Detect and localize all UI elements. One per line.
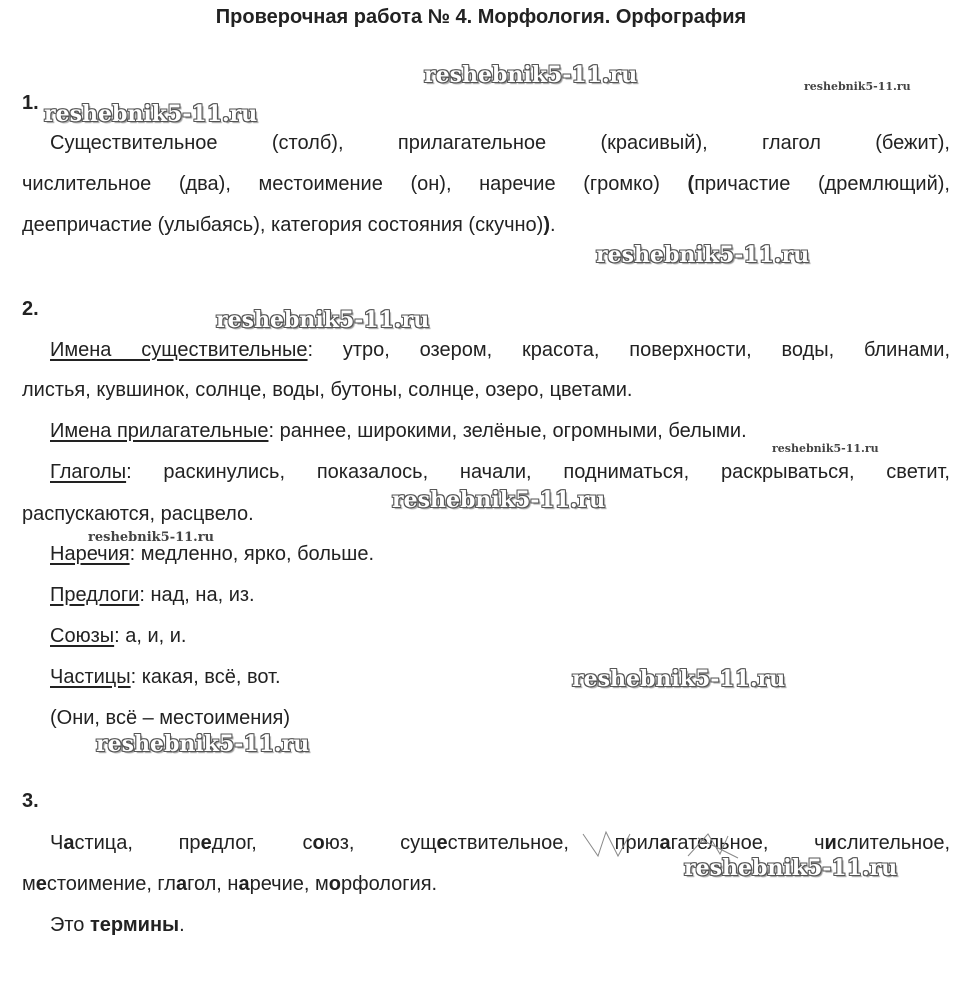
task-1-close-paren: ) bbox=[543, 214, 550, 236]
task-3-l1-p8: ствительное, прил bbox=[447, 832, 660, 854]
prepositions-text: : над, на, из. bbox=[139, 584, 255, 606]
task-3-l2-p5: а bbox=[238, 873, 250, 895]
pronouns-note: (Они, всё – местоимения) bbox=[50, 707, 290, 729]
watermark: reshebnik5-11.ru bbox=[684, 855, 898, 881]
verbs-text-2: распускаются, расцвело. bbox=[22, 503, 254, 525]
scratch-marks bbox=[578, 826, 748, 866]
task-1-line-3-text: деепричастие (улыбаясь), категория состояния (скучно) bbox=[22, 214, 544, 236]
terms-word: термины bbox=[90, 914, 180, 936]
page-title: Проверочная работа № 4. Морфология. Орфография bbox=[215, 6, 747, 28]
watermark: reshebnik5-11.ru bbox=[392, 487, 606, 513]
task-3-l2-p4: гол, н bbox=[187, 873, 239, 895]
task-3-l1-p9: а bbox=[659, 832, 671, 854]
task-3-l1-p10: гательное, ч bbox=[670, 832, 825, 854]
task-3-l2-p8: рфология. bbox=[340, 873, 438, 895]
task-2-note bbox=[50, 698, 290, 739]
task-1-line-3 bbox=[22, 205, 556, 246]
task-3-l2-p6: речие, м bbox=[249, 873, 329, 895]
task-3-l1-p6: юз, сущ bbox=[324, 832, 437, 854]
final-text-c: . bbox=[179, 914, 185, 936]
particles-label: Частицы bbox=[50, 666, 131, 688]
watermark: reshebnik5-11.ru bbox=[44, 101, 258, 127]
task-1-line-2-end: причастие (дремлющий), bbox=[694, 173, 950, 195]
particles-text: : какая, всё, вот. bbox=[130, 666, 281, 688]
adjectives-label: Имена прилагательные bbox=[50, 420, 269, 442]
task-3-l1-p5: о bbox=[312, 832, 325, 854]
watermark-small: reshebnik5-11.ru bbox=[772, 442, 879, 455]
verbs-text-1: : раскинулись, показалось, начали, подниматься, раскрываться, светит, bbox=[126, 461, 950, 483]
task-3-l2-p2: стоимение, гл bbox=[46, 873, 176, 895]
watermark: reshebnik5-11.ru bbox=[96, 731, 310, 757]
task-2-verbs-line-1 bbox=[50, 452, 950, 493]
watermark: reshebnik5-11.ru bbox=[424, 62, 638, 88]
conjunctions-label: Союзы bbox=[50, 625, 115, 647]
adverbs-text: : медленно, ярко, больше. bbox=[129, 543, 375, 565]
task-3-l1-p0: Ч bbox=[50, 832, 64, 854]
watermark: reshebnik5-11.ru bbox=[216, 307, 430, 333]
task-1-line-2-text: числительное (два), местоимение (он), наречие (громко) bbox=[22, 173, 660, 195]
task-3-l1-p7: е bbox=[436, 832, 448, 854]
final-text-a: Это bbox=[50, 914, 90, 936]
watermark: reshebnik5-11.ru bbox=[596, 242, 810, 268]
task-2-verbs-line-2 bbox=[22, 494, 254, 535]
nouns-label: Имена существительные bbox=[50, 339, 308, 361]
task-3-l1-p11: и bbox=[824, 832, 837, 854]
task-3-l2-p3: а bbox=[175, 873, 188, 895]
watermark: reshebnik5-11.ru bbox=[572, 666, 786, 692]
task-1-line-1 bbox=[50, 123, 950, 164]
task-2-particles bbox=[50, 657, 281, 698]
nouns-text-2: листья, кувшинок, солнце, воды, бутоны, солнце, озеро, цветами. bbox=[22, 379, 633, 401]
task-3-line-2 bbox=[22, 864, 437, 905]
adverbs-label: Наречия bbox=[50, 543, 130, 565]
task-3-l2-p1: е bbox=[35, 873, 47, 895]
watermark-small: reshebnik5-11.ru bbox=[804, 80, 911, 93]
task-2-nouns-line-2 bbox=[22, 370, 632, 411]
task-2-number: 2. bbox=[22, 298, 39, 320]
task-3-number: 3. bbox=[22, 790, 39, 812]
task-3-l1-p1: а bbox=[63, 832, 75, 854]
task-3-l1-p4: длог, с bbox=[211, 832, 313, 854]
task-2-nouns-line-1 bbox=[50, 330, 950, 371]
task-2-adverbs bbox=[50, 534, 374, 575]
task-2-prepositions bbox=[50, 575, 255, 616]
watermark-small: reshebnik5-11.ru bbox=[88, 530, 215, 545]
task-3-l1-p3: е bbox=[200, 832, 212, 854]
task-1-line-3-end: . bbox=[550, 214, 556, 236]
task-3-l2-p0: м bbox=[22, 873, 36, 895]
nouns-text-1: : утро, озером, красота, поверхности, воды, блинами, bbox=[307, 339, 951, 361]
task-2-conjunctions bbox=[50, 616, 187, 657]
task-3-line-1 bbox=[50, 823, 950, 864]
prepositions-label: Предлоги bbox=[50, 584, 140, 606]
conjunctions-text: : а, и, и. bbox=[114, 625, 187, 647]
task-3-l2-p7: о bbox=[328, 873, 341, 895]
task-1-line-2 bbox=[22, 164, 950, 205]
task-3-l1-p2: стица, пр bbox=[74, 832, 201, 854]
task-3-final bbox=[50, 905, 185, 946]
task-1-open-paren: ( bbox=[687, 173, 695, 195]
adjectives-text: : раннее, широкими, зелёные, огромными, белыми. bbox=[268, 420, 747, 442]
verbs-label: Глаголы bbox=[50, 461, 127, 483]
task-2-adjectives bbox=[50, 411, 747, 452]
task-3-l1-p12: слительное, bbox=[836, 832, 951, 854]
task-1-line-1-text: Существительное (столб), прилагательное (красивый), глагол (бежит), bbox=[50, 132, 950, 154]
task-1-number: 1. bbox=[22, 92, 39, 114]
